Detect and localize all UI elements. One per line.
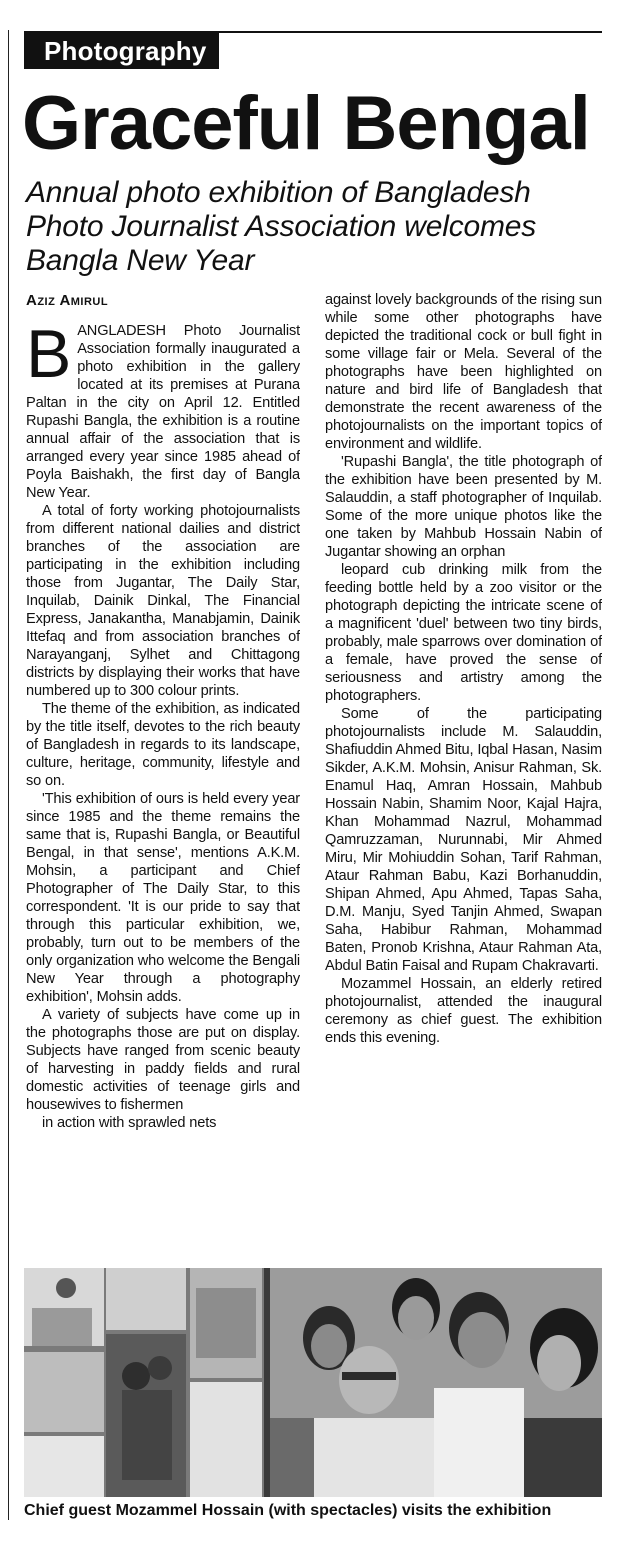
article-paragraph: 'Rupashi Bangla', the title photograph of the exhibition have been presented by M. Salauddin, a staff photographer of Inquilab. Some of the more unique photos like the one taken by Mahbub Hossain Nabin of Jugantar showing an orphan <box>325 454 602 560</box>
article-paragraph-text: ANGLADESH Photo Journalist Association formally inaugurated a photo exhibition in the gallery located at its premises at Purana Paltan in the city on April 12. Entitled Rupashi Bangla, the exhibition is a routine annual affair of the association that is arranged every year since 1985 ahead of Poyla Baishakh, the first day of Bangla New Year. <box>26 323 300 501</box>
article-paragraph <box>26 322 300 502</box>
article-paragraph: A variety of subjects have come up in the photographs those are put on display. Subjects have ranged from scenic beauty of harvesting in paddy fields and rural domestic activities of teenage girls and housewives to fishermen <box>26 1007 300 1113</box>
deck-subheadline: Annual photo exhibition of Bangladesh Photo Journalist Association welcomes Bangla New Year <box>26 176 537 277</box>
section-kicker: Photography <box>24 33 219 69</box>
photo-caption: Chief guest Mozammel Hossain (with spectacles) visits the exhibition <box>24 1502 552 1519</box>
article-column-left <box>26 322 300 1264</box>
article-column-right <box>325 291 602 1191</box>
byline: Aziz Amirul <box>26 292 109 309</box>
headline: Graceful Bengal <box>22 81 590 166</box>
article-paragraph: Mozammel Hossain, an elderly retired photojournalist, attended the inaugural ceremony as chief guest. The exhibition ends this evening. <box>325 976 602 1046</box>
article-paragraph: in action with sprawled nets <box>42 1115 217 1131</box>
article-paragraph: against lovely backgrounds of the rising sun while some other photographs have depicted the traditional cock or bull fight in some village fair or Mela. Several of the photographs have been highlighted on nature and bird life of Bangladesh that demonstrate the recent awareness of the photojournalists on the important topics of environment and wildlife. <box>325 292 602 452</box>
left-column-rule <box>8 30 9 1520</box>
article-paragraph: 'This exhibition of ours is held every year since 1985 and the theme remains the same that is, Rupashi Bangla, or Beautiful Bengal, in that sense', mentions A.K.M. Mohsin, a participant and Chief Photographer of The Daily Star, to this correspondent. 'It is our pride to say that through this particular exhibition, we, probably, turn out to be members of the only organization who welcome the Bengali New Year through a photography exhibition', Mohsin adds. <box>26 791 300 1005</box>
exhibition-photo-illustration <box>24 1268 602 1497</box>
exhibition-photo <box>24 1268 602 1497</box>
article-paragraph: The theme of the exhibition, as indicated by the title itself, devotes to the rich beauty of Bangladesh in regards to its landscape, culture, heritage, community, lifestyle and so on. <box>26 701 300 789</box>
article-paragraph: A total of forty working photojournalists from different national dailies and district branches of the association are participating in the exhibition including those from Jugantar, The Daily Star, Inquilab, Dainik Dinkal, The Financial Express, Janakantha, Manabjamin, Dainik Ittefaq and from association branches of Narayanganj, Sylhet and Chittagong districts by displaying their works that have numbered up to 300 colour prints. <box>26 503 300 699</box>
article-paragraph: Some of the participating photojournalists include M. Salauddin, Shafiuddin Ahmed Bitu, Iqbal Hasan, Nasim Sikder, A.K.M. Mohsin, Anisur Rahman, Sk. Enamul Haq, Amran Hossain, Mahbub Hossain Nabin, Shamim Noor, Kajal Hajra, Khan Mohammad Nazrul, Mohammad Qamruzzaman, Nurunnabi, Mir Ahmed Miru, Mir Mohiuddin Sohan, Tarif Rahman, Ataur Rahman Babu, Kazi Borhanuddin, Shipan Ahmed, Apu Ahmed, Tapas Saha, D.M. Manju, Syed Tanjin Ahmed, Swapan Saha, Habibur Rahman, Mohammad Baten, Pronob Krishna, Ataur Rahman Ata, Abdul Batin Faisal and Rupam Chakravarti. <box>325 706 602 974</box>
drop-cap: B <box>26 322 72 392</box>
article-paragraph: leopard cub drinking milk from the feeding bottle held by a zoo visitor or the photograph depicting the intricate scene of a magnificent 'duel' between two tiny birds, probably, male sparrows over domination of a female, have proved the sense of seriousness and artistry among the photographers. <box>325 562 602 704</box>
